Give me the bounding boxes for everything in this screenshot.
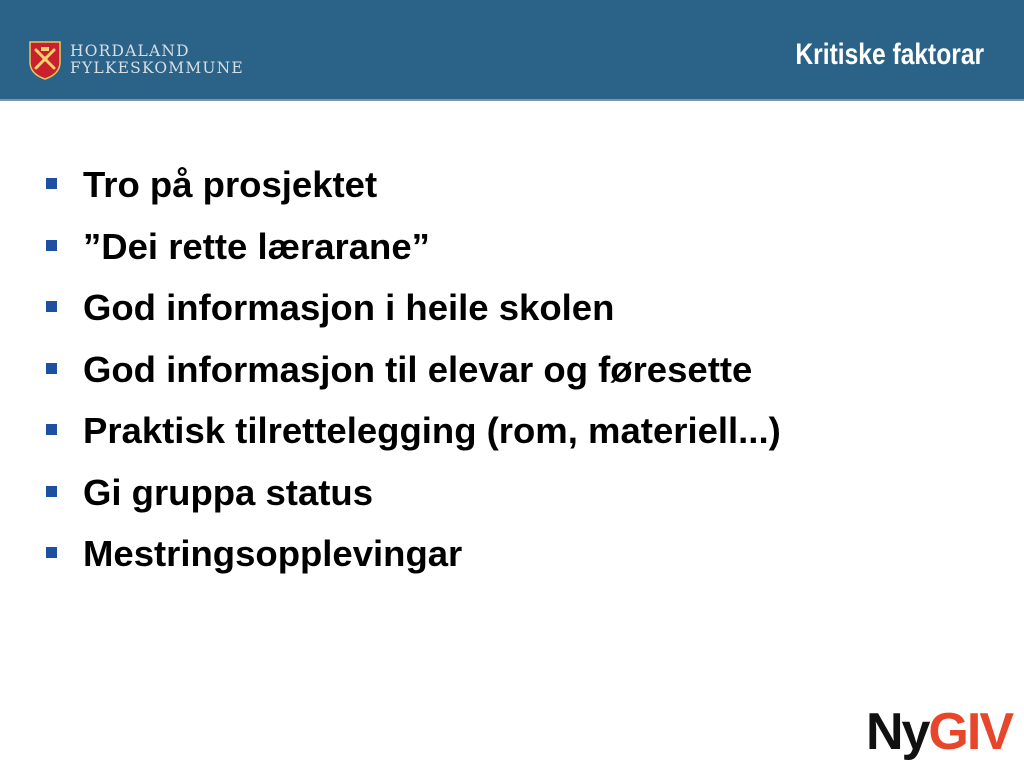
logo-line-2: FYLKESKOMMUNE — [70, 59, 244, 77]
bullet-text: ”Dei rette lærarane” — [83, 225, 430, 267]
bullet-item — [46, 532, 781, 594]
hordaland-logo — [28, 40, 244, 80]
nygiv-logo — [866, 704, 1012, 760]
bullet-item — [46, 471, 781, 533]
bullet-item — [46, 409, 781, 471]
bullet-square-icon — [46, 301, 57, 312]
bullet-item — [46, 286, 781, 348]
bullet-text: Mestringsopplevingar — [83, 533, 463, 574]
logo-text — [70, 43, 244, 77]
bullet-text: Gi gruppa status — [83, 471, 374, 513]
logo-line-1: HORDALAND — [70, 42, 190, 60]
nygiv-logo-ny: Ny — [865, 703, 929, 761]
bullet-square-icon — [46, 178, 57, 189]
bullet-text: God informasjon i heile skolen — [83, 287, 615, 328]
bullet-item — [46, 348, 781, 410]
bullet-square-icon — [46, 486, 57, 497]
bullet-text: Praktisk tilrettelegging (rom, materiell...) — [83, 410, 781, 451]
bullet-square-icon — [46, 547, 57, 558]
bullet-item — [46, 225, 781, 287]
bullet-text: Tro på prosjektet — [83, 164, 378, 205]
bullet-text: God informasjon til elevar og føresette — [83, 348, 753, 390]
bullet-square-icon — [46, 424, 57, 435]
bullet-square-icon — [46, 363, 57, 374]
header-bar — [0, 0, 1024, 101]
bullet-square-icon — [46, 240, 57, 251]
crest-icon — [28, 40, 62, 80]
nygiv-logo-giv: GIV — [928, 703, 1012, 761]
bullet-list — [46, 163, 781, 594]
slide-title: Kritiske faktorar — [795, 38, 984, 71]
bullet-item — [46, 163, 781, 225]
